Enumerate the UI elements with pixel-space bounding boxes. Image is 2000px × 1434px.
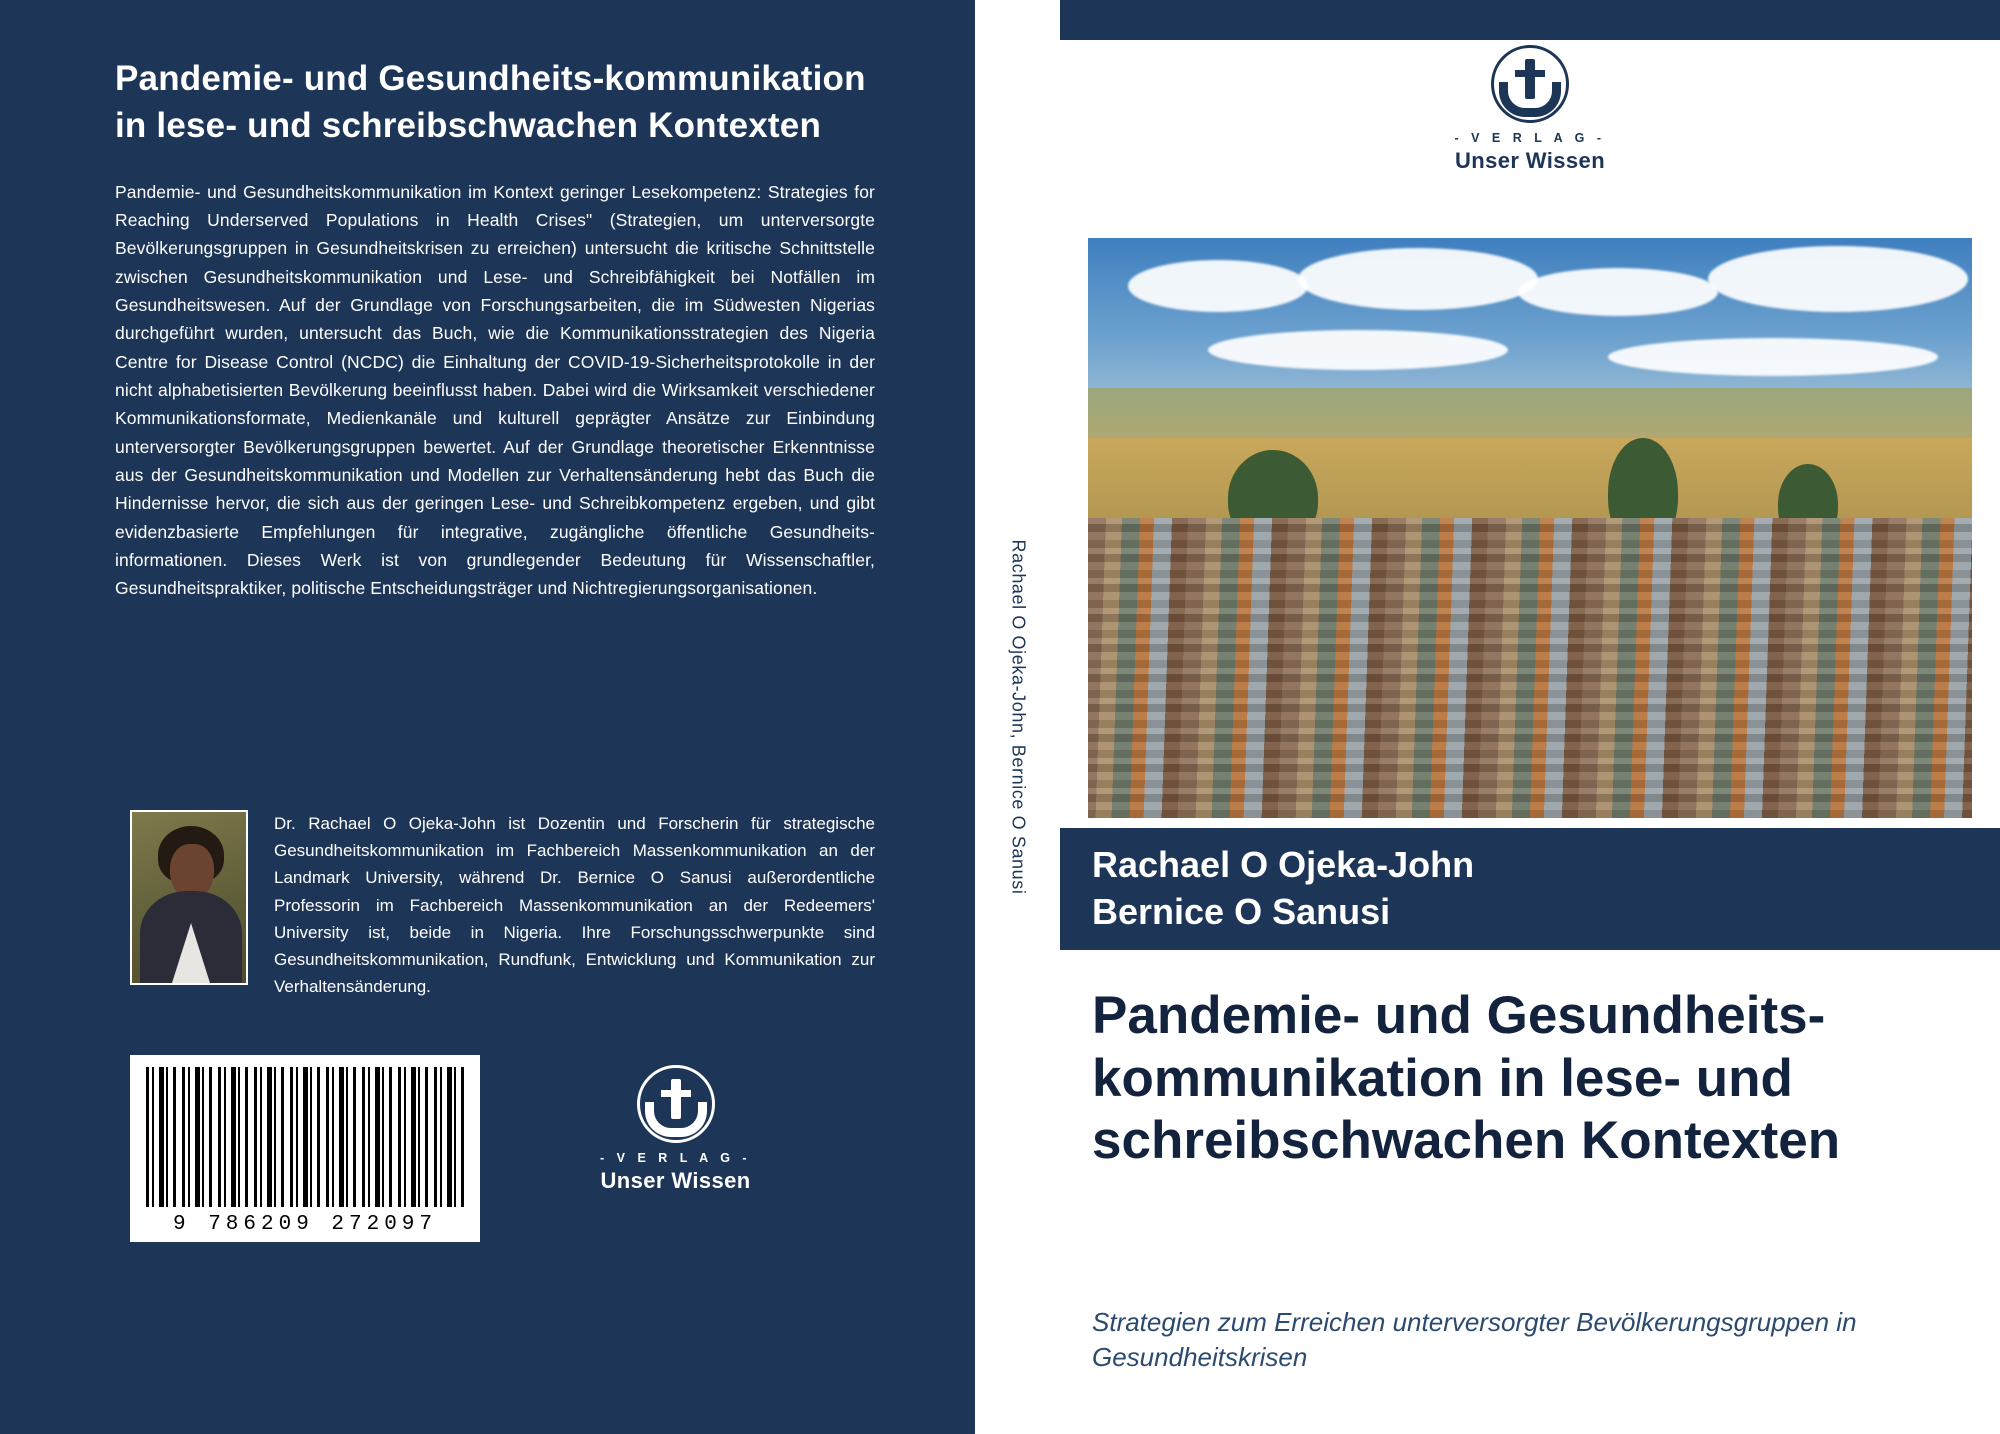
publisher-logo-back xyxy=(600,1065,751,1194)
back-cover-title: Pandemie- und Gesundheits-kommunikation in lese- und schreibschwachen Kontexten xyxy=(115,59,866,146)
publisher-name-back: Unser Wissen xyxy=(600,1168,751,1193)
barcode-bars xyxy=(146,1067,464,1207)
photo-cloud xyxy=(1128,260,1308,312)
back-cover xyxy=(0,0,975,1434)
cover-photograph xyxy=(1088,238,1972,818)
photo-cloud xyxy=(1208,330,1508,370)
front-top-band xyxy=(1060,0,2000,40)
anchor-icon xyxy=(1491,45,1569,123)
barcode xyxy=(130,1055,480,1242)
book-spine xyxy=(975,0,1060,1434)
publisher-logo-front xyxy=(1060,45,2000,174)
spine-author-text: Rachael O Ojeka-John, Bernice O Sanusi xyxy=(1008,539,1028,895)
front-author-1: Rachael O Ojeka-John xyxy=(1092,844,1475,885)
front-cover-subtitle: Strategien zum Erreichen unterversorgter Bevölkerungsgruppen in Gesundheitskrisen xyxy=(1092,1307,1857,1373)
back-cover-blurb: Pandemie- und Gesundheitskommunikation im Kontext geringer Lesekompetenz: Strategies for Reaching Underserved Populations in Health Crises" (Strategien, um unterversorgte Bevölkerungsgruppen in Gesundheitskrisen zu erreichen) untersucht die kritische Schnittstelle zwischen Gesundheitskommunikation und Lese- und Schreibfähigkeit bei Notfällen im Gesundheitswesen. Auf der Grundlage von Forschungsarbeiten, die im Südwesten Nigerias durchgeführt wurden, untersucht das Buch, wie die Kommunikationsstrategien des Nigeria Centre for Disease Control (NCDC) die Einhaltung der COVID-19-Sicherheitsprotokolle in der nicht alphabetisierten Bevölkerung beeinflusst haben. Dabei wird die Wirksamkeit verschiedener Kommunikationsformate, Medienkanäle und kulturell geprägter Ansätze zur Einbindung unterversorgter Bevölkerungsgruppen bewertet. Auf der Grundlage theoretischer Erkenntnisse aus der Gesundheitskommunikation und Modellen zur Verhaltensänderung hebt das Buch die Hindernisse hervor, die sich aus der geringen Lese- und Schreibkompetenz ergeben, und gibt evidenzbasierte Empfehlungen für integrative, zugängliche öffentliche Gesundheits-informationen. Dieses Werk ist von grundlegender Bedeutung für Wissenschaftler, Gesundheitspraktiker, politische Entscheidungsträger und Nichtregierungsorganisationen. xyxy=(115,181,875,599)
photo-settlement xyxy=(1088,518,1972,818)
front-author-2: Bernice O Sanusi xyxy=(1092,890,1391,932)
anchor-crossbar-icon xyxy=(661,1090,691,1097)
author-biography: Dr. Rachael O Ojeka-John ist Dozentin und Forscherin für strategische Gesundheitskommunikation im Fachbereich Massenkommunikation an der Landmark University, während Dr. Bernice O Sanusi außerordentliche Professorin im Fachbereich Massenkommunikation an der Redeemers' University ist, beide in Nigeria. Ihre Forschungsschwerpunkte sind Gesundheitskommunikation, Rundfunk, Entwicklung und Kommunikation zur Verhaltensänderung. xyxy=(274,814,875,997)
anchor-icon xyxy=(637,1065,715,1143)
front-cover xyxy=(1060,0,2000,1434)
publisher-verlag-label-back: - V E R L A G - xyxy=(600,1151,752,1165)
photo-cloud xyxy=(1518,268,1718,316)
barcode-number: 9 786209 272097 xyxy=(172,1213,438,1236)
front-cover-authors xyxy=(1060,828,2000,950)
author-portrait xyxy=(130,810,248,985)
back-cover-footer xyxy=(130,1055,875,1242)
front-cover-title: Pandemie- und Gesundheits-kommunikation in lese- und schreibschwachen Kontexten xyxy=(1092,986,1841,1171)
publisher-verlag-label-front: - V E R L A G - xyxy=(1454,131,1606,145)
author-block xyxy=(130,810,875,1000)
back-cover-text-block xyxy=(115,55,875,603)
photo-cloud xyxy=(1608,338,1938,376)
photo-cloud xyxy=(1298,248,1538,310)
photo-cloud xyxy=(1708,246,1968,312)
anchor-crossbar-icon xyxy=(1515,70,1545,77)
publisher-name-front: Unser Wissen xyxy=(1454,148,1606,173)
